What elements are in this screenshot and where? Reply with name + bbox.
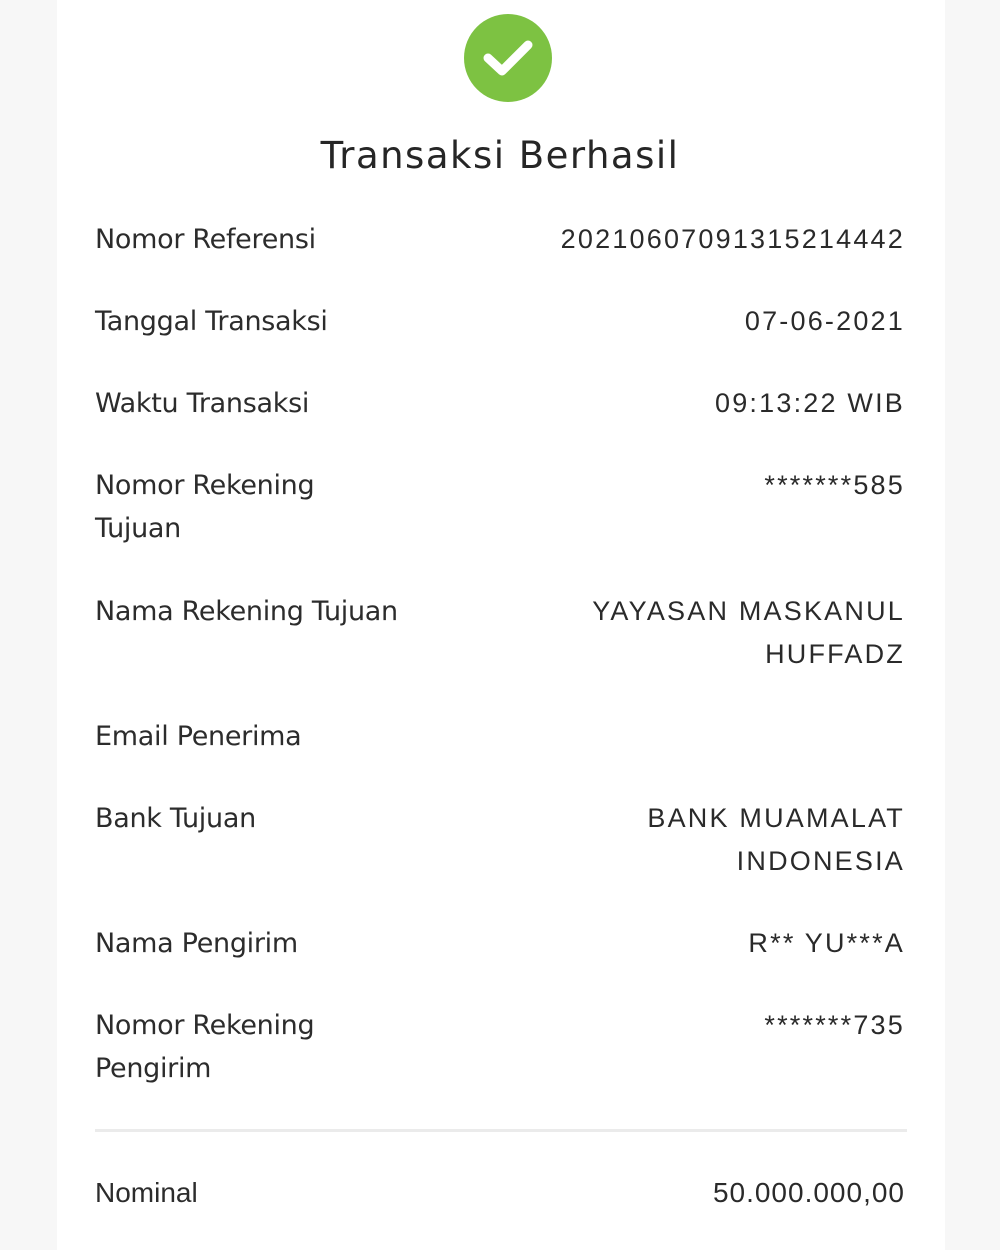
destination-account-number: *******585 (764, 470, 905, 500)
detail-label: Nomor Referensi (95, 224, 316, 255)
check-circle-icon (464, 14, 552, 102)
sender-name: R** YU***A (748, 928, 905, 958)
checkmark-icon (483, 38, 533, 78)
detail-row-recipient-email (95, 715, 905, 758)
detail-row-reference (95, 218, 905, 261)
detail-label: Bank Tujuan (95, 803, 256, 834)
reference-number: 20210607091315214442 (560, 224, 905, 254)
detail-row-destination-bank (95, 797, 905, 883)
transaction-time: 09:13:22 WIB (715, 388, 905, 418)
destination-bank: BANK MUAMALAT INDONESIA (647, 803, 905, 876)
detail-label: Tanggal Transaksi (95, 306, 328, 337)
nominal-label: Nominal (95, 1177, 198, 1208)
detail-row-destination-account (95, 464, 905, 550)
nominal-amount: 50.000.000,00 (712, 1177, 905, 1208)
detail-label: Nama Rekening Tujuan (95, 596, 398, 627)
transaction-date: 07-06-2021 (744, 306, 905, 336)
page-title: Transaksi Berhasil (320, 134, 680, 177)
detail-label: Nomor Rekening Pengirim (95, 1010, 315, 1084)
divider (95, 1129, 907, 1132)
destination-account-name: YAYASAN MASKANUL HUFFADZ (592, 596, 905, 669)
detail-label: Email Penerima (95, 721, 302, 752)
summary-row-nominal (95, 1171, 905, 1214)
detail-label: Nomor Rekening Tujuan (95, 470, 315, 544)
sender-account-number: *******735 (764, 1010, 905, 1040)
detail-row-sender-account (95, 1004, 905, 1090)
detail-row-sender-name (95, 922, 905, 965)
detail-row-destination-name (95, 590, 905, 676)
detail-row-time (95, 382, 905, 425)
detail-label: Nama Pengirim (95, 928, 298, 959)
detail-label: Waktu Transaksi (95, 388, 310, 419)
detail-row-date (95, 300, 905, 343)
